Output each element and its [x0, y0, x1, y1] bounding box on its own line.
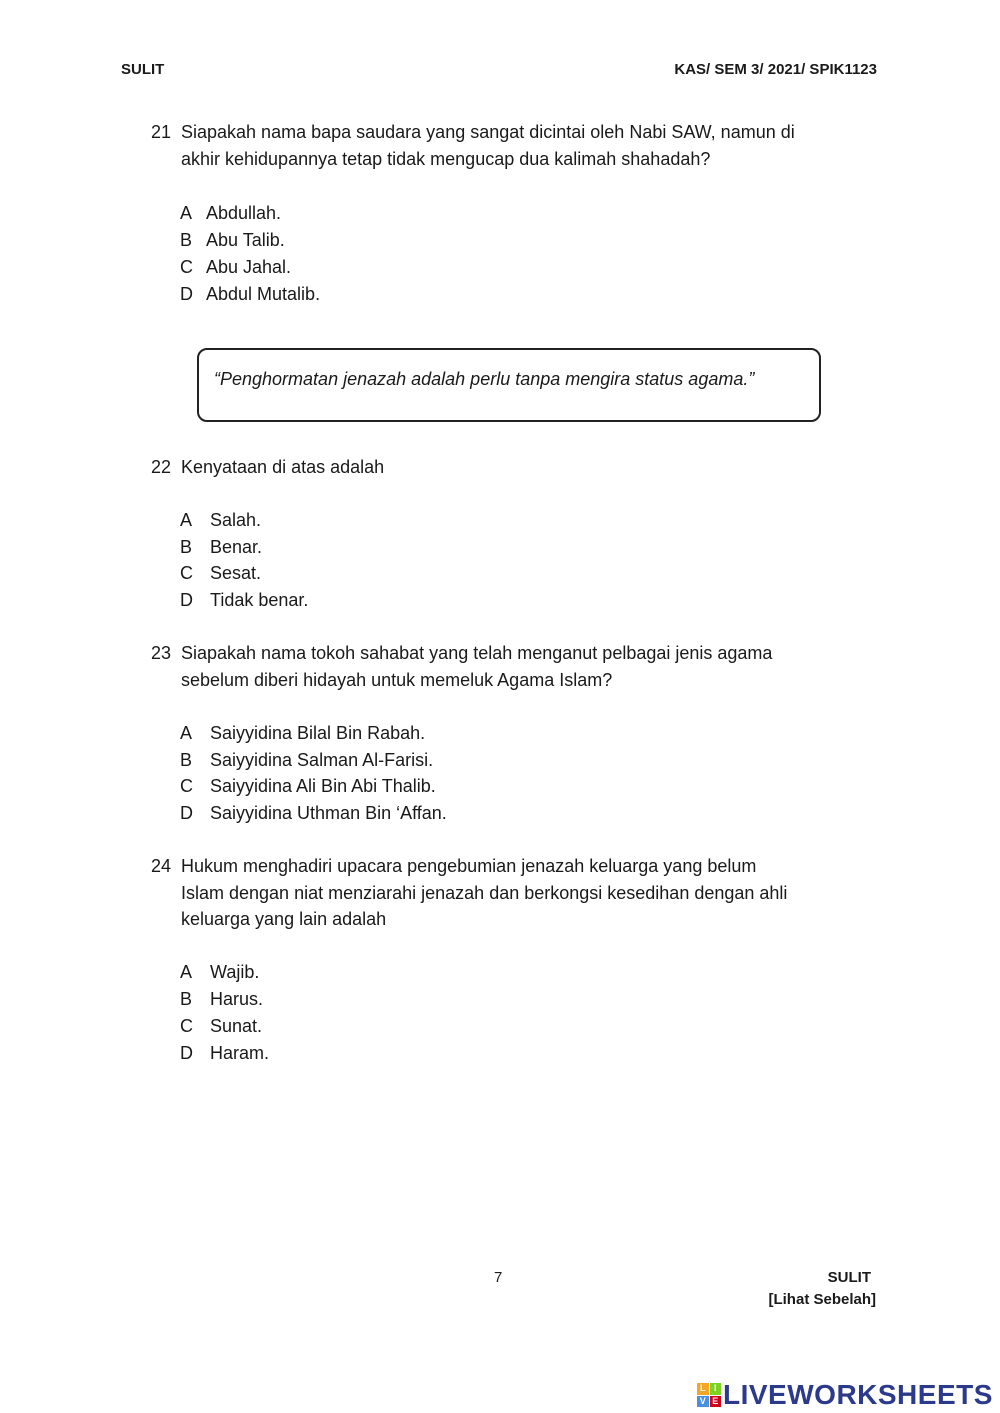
option-letter: D: [180, 590, 193, 610]
option-letter: C: [180, 257, 193, 277]
logo-tile: L: [697, 1383, 709, 1395]
header-right: KAS/ SEM 3/ 2021/ SPIK1123: [674, 61, 877, 78]
option-text[interactable]: Saiyyidina Ali Bin Abi Thalib.: [210, 776, 436, 796]
option-letter: A: [180, 962, 193, 982]
option-text[interactable]: Abdul Mutalib.: [206, 284, 321, 304]
option-text[interactable]: Sunat.: [210, 1016, 263, 1036]
liveworksheets-logo-text: LIVEWORKSHEETS: [723, 1379, 993, 1410]
question-number: 24: [151, 856, 172, 876]
logo-tile: E: [710, 1396, 722, 1408]
question-line: sebelum diberi hidayah untuk memeluk Agama Islam?: [181, 669, 613, 690]
logo-tile: I: [710, 1383, 722, 1395]
option-letter: A: [180, 723, 193, 743]
option-letter: A: [180, 510, 193, 530]
footer-next-page: [Lihat Sebelah]: [768, 1291, 876, 1308]
option-letter: C: [180, 1016, 193, 1036]
page-number: 7: [494, 1269, 503, 1286]
option-letter: C: [180, 563, 193, 583]
question-text: [181, 853, 881, 933]
option-text[interactable]: Saiyyidina Bilal Bin Rabah.: [210, 723, 426, 743]
option-text[interactable]: Harus.: [210, 989, 264, 1009]
option-text[interactable]: Saiyyidina Salman Al-Farisi.: [210, 750, 434, 770]
option-letter: C: [180, 776, 193, 796]
option-letter: D: [180, 803, 193, 823]
option-letter: D: [180, 1043, 193, 1063]
question-text: [181, 119, 881, 172]
logo-tile: V: [697, 1396, 709, 1408]
option-text[interactable]: Wajib.: [210, 962, 260, 982]
option-text[interactable]: Salah.: [210, 510, 262, 530]
footer-sulit: SULIT: [827, 1269, 871, 1286]
question-number: 23: [151, 643, 172, 663]
option-text[interactable]: Abdullah.: [206, 203, 282, 223]
option-text[interactable]: Abu Jahal.: [206, 257, 292, 277]
option-text[interactable]: Sesat.: [210, 563, 262, 583]
option-letter: D: [180, 284, 193, 304]
question-line: keluarga yang lain adalah: [181, 909, 387, 929]
question-line: Kenyataan di atas adalah: [181, 457, 385, 477]
question-line: akhir kehidupannya tetap tidak mengucap dua kalimah shahadah?: [181, 148, 711, 169]
option-letter: B: [180, 989, 193, 1009]
option-letter: B: [180, 537, 193, 557]
question-line: Islam dengan niat menziarahi jenazah dan berkongsi kesedihan dengan ahli: [181, 882, 788, 903]
liveworksheets-logo: [697, 1378, 993, 1412]
question-number: 21: [151, 122, 172, 142]
liveworksheets-logo-icon: [697, 1383, 721, 1407]
quote-text: “Penghormatan jenazah adalah perlu tanpa mengira status agama.”: [214, 369, 755, 389]
question-line: Siapakah nama bapa saudara yang sangat dicintai oleh Nabi SAW, namun di: [181, 122, 795, 142]
option-letter: B: [180, 750, 193, 770]
question-line: Hukum menghadiri upacara pengebumian jenazah keluarga yang belum: [181, 856, 757, 876]
option-letter: A: [180, 203, 193, 223]
question-number: 22: [151, 457, 172, 477]
question-text: [181, 454, 881, 481]
question-text: [181, 640, 881, 693]
option-text[interactable]: Tidak benar.: [210, 590, 309, 610]
option-text[interactable]: Benar.: [210, 537, 263, 557]
option-text[interactable]: Abu Talib.: [206, 230, 285, 250]
option-text[interactable]: Saiyyidina Uthman Bin ‘Affan.: [210, 803, 447, 823]
quote-box: [197, 348, 821, 422]
question-line: Siapakah nama tokoh sahabat yang telah menganut pelbagai jenis agama: [181, 643, 773, 663]
header-left: SULIT: [121, 61, 165, 78]
option-letter: B: [180, 230, 193, 250]
option-text[interactable]: Haram.: [210, 1043, 270, 1063]
